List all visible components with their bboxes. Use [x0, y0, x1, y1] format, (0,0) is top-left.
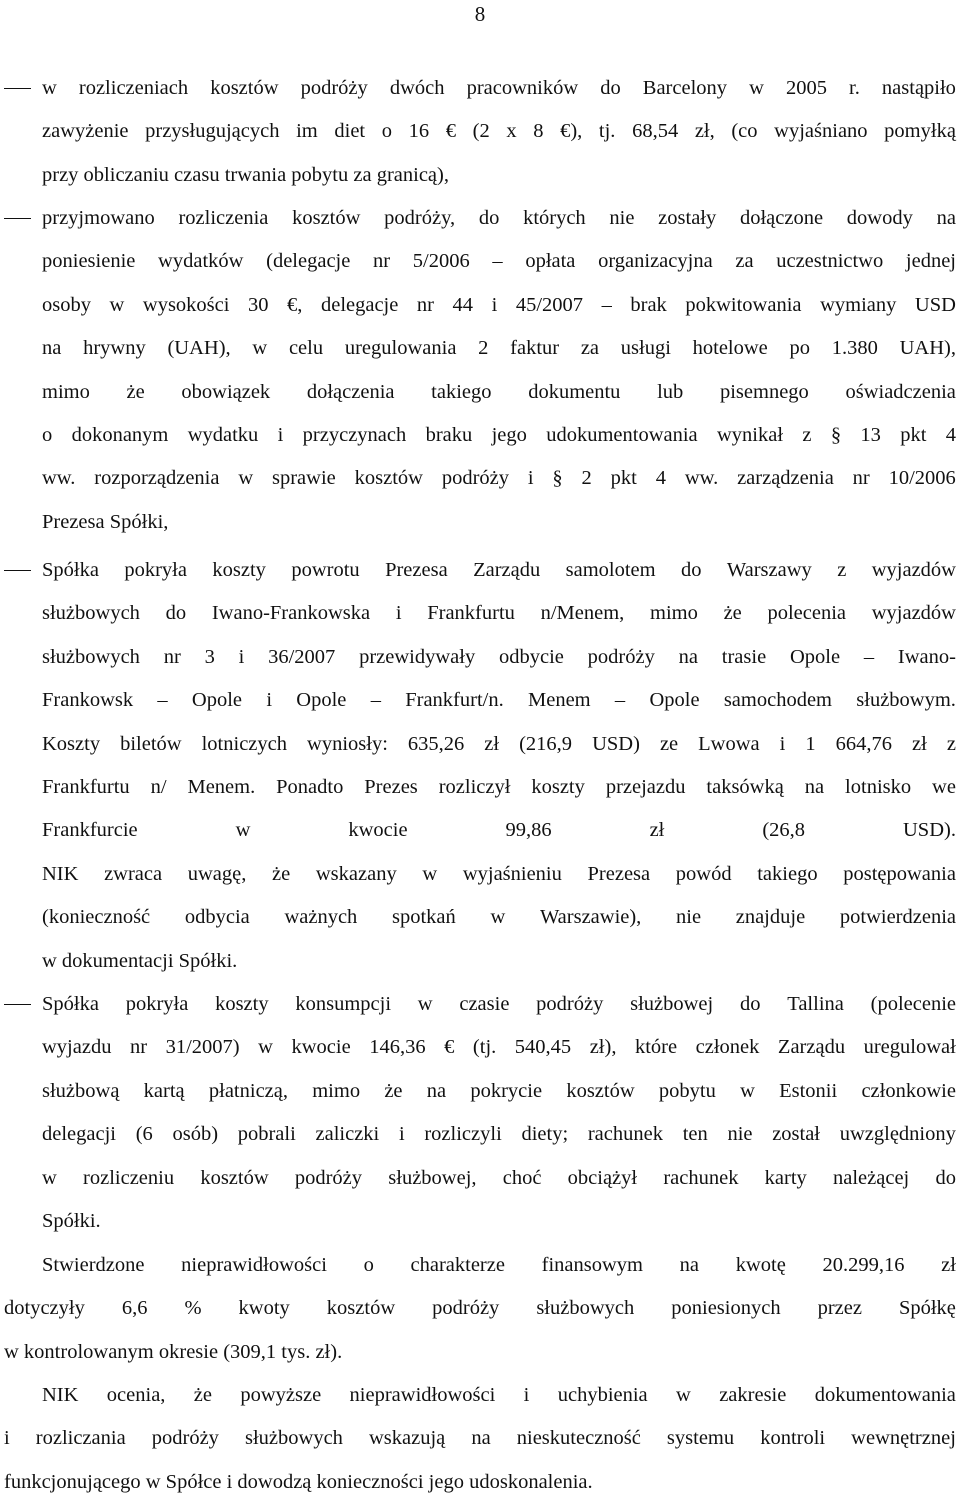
text-line: NIK zwraca uwagę, że wskazany w wyjaśnieniu Prezesa powód takiego postępowania	[42, 862, 956, 885]
text-line: przyjmowano rozliczenia kosztów podróży, do których nie zostały dołączone dowody na	[42, 207, 956, 229]
text-line: w kontrolowanym okresie (309,1 tys. zł).	[4, 1340, 343, 1363]
text-line: służbowych do Iwano-Frankowska i Frankfurtu n/Menem, mimo że polecenia wyjazdów	[42, 602, 956, 625]
dash-bullet-icon	[4, 570, 31, 571]
text-line: Spółki.	[42, 1210, 101, 1232]
text-line: mimo że obowiązek dołączenia takiego dokumentu lub pisemnego oświadczenia	[42, 380, 956, 403]
text-line: (konieczność odbycia ważnych spotkań w Warszawie), nie znajduje potwierdzenia	[42, 906, 956, 929]
page-number: 8	[474, 2, 486, 26]
text-line: Frankfurcie w kwocie 99,86 zł (26,8 USD).	[42, 819, 956, 842]
text-line: zawyżenie przysługujących im diet o 16 € (2 x 8 €), tj. 68,54 zł, (co wyjaśniano pomyłką	[42, 120, 956, 143]
dash-bullet-icon	[4, 218, 31, 219]
text-line: delegacji (6 osób) pobrali zaliczki i rozliczyli diety; rachunek ten nie został uwzględniony	[42, 1123, 956, 1146]
text-line: poniesienie wydatków (delegacje nr 5/2006 – opłata organizacyjna za uczestnictwo jednej	[42, 250, 956, 273]
text-line: ww. rozporządzenia w sprawie kosztów podróży i § 2 pkt 4 ww. zarządzenia nr 10/2006	[42, 467, 956, 490]
text-line: NIK ocenia, że powyższe nieprawidłowości i uchybienia w zakresie dokumentowania	[42, 1384, 956, 1406]
text-line: Koszty biletów lotniczych wyniosły: 635,26 zł (216,9 USD) ze Lwowa i 1 664,76 zł z	[42, 732, 956, 755]
text-line: wyjazdu nr 31/2007) w kwocie 146,36 € (tj. 540,45 zł), które członek Zarządu uregulował	[42, 1036, 956, 1059]
text-line: osoby w wysokości 30 €, delegacje nr 44 i 45/2007 – brak pokwitowania wymiany USD	[42, 293, 956, 316]
text-line: Spółka pokryła koszty powrotu Prezesa Zarządu samolotem do Warszawy z wyjazdów	[42, 559, 956, 581]
text-line: przy obliczaniu czasu trwania pobytu za granicą),	[42, 163, 449, 186]
text-line: Stwierdzone nieprawidłowości o charakterze finansowym na kwotę 20.299,16 zł	[42, 1254, 956, 1276]
text-line: w rozliczeniu kosztów podróży służbowej, choć obciążył rachunek karty należącej do	[42, 1166, 956, 1189]
text-line: funkcjonującego w Spółce i dowodzą konieczności jego udoskonalenia.	[4, 1470, 593, 1493]
text-line: dotyczyły 6,6 % kwoty kosztów podróży służbowych poniesionych przez Spółkę	[4, 1297, 956, 1320]
text-line: Frankowsk – Opole i Opole – Frankfurt/n. Menem – Opole samochodem służbowym.	[42, 689, 956, 712]
text-line: w rozliczeniach kosztów podróży dwóch pracowników do Barcelony w 2005 r. nastąpiło	[42, 77, 956, 99]
text-line: Spółka pokryła koszty konsumpcji w czasie podróży służbowej do Tallina (polecenie	[42, 993, 956, 1015]
text-line: na hrywny (UAH), w celu uregulowania 2 faktur za usługi hotelowe po 1.380 UAH),	[42, 337, 956, 360]
text-line: w dokumentacji Spółki.	[42, 949, 238, 972]
dash-bullet-icon	[4, 88, 31, 89]
text-line: o dokonanym wydatku i przyczynach braku jego udokumentowania wynikał z § 13 pkt 4	[42, 424, 956, 446]
text-line: służbową kartą płatniczą, mimo że na pokrycie kosztów pobytu w Estonii członkowie	[42, 1079, 956, 1102]
dash-bullet-icon	[4, 1004, 31, 1005]
text-line: i rozliczania podróży służbowych wskazują na nieskuteczność systemu kontroli wewnętrznej	[4, 1427, 956, 1450]
text-line: Prezesa Spółki,	[42, 510, 169, 533]
text-line: służbowych nr 3 i 36/2007 przewidywały odbycie podróży na trasie Opole – Iwano-	[42, 645, 956, 668]
text-line: Frankfurtu n/ Menem. Ponadto Prezes rozliczył koszty przejazdu taksówką na lotnisko we	[42, 776, 956, 798]
